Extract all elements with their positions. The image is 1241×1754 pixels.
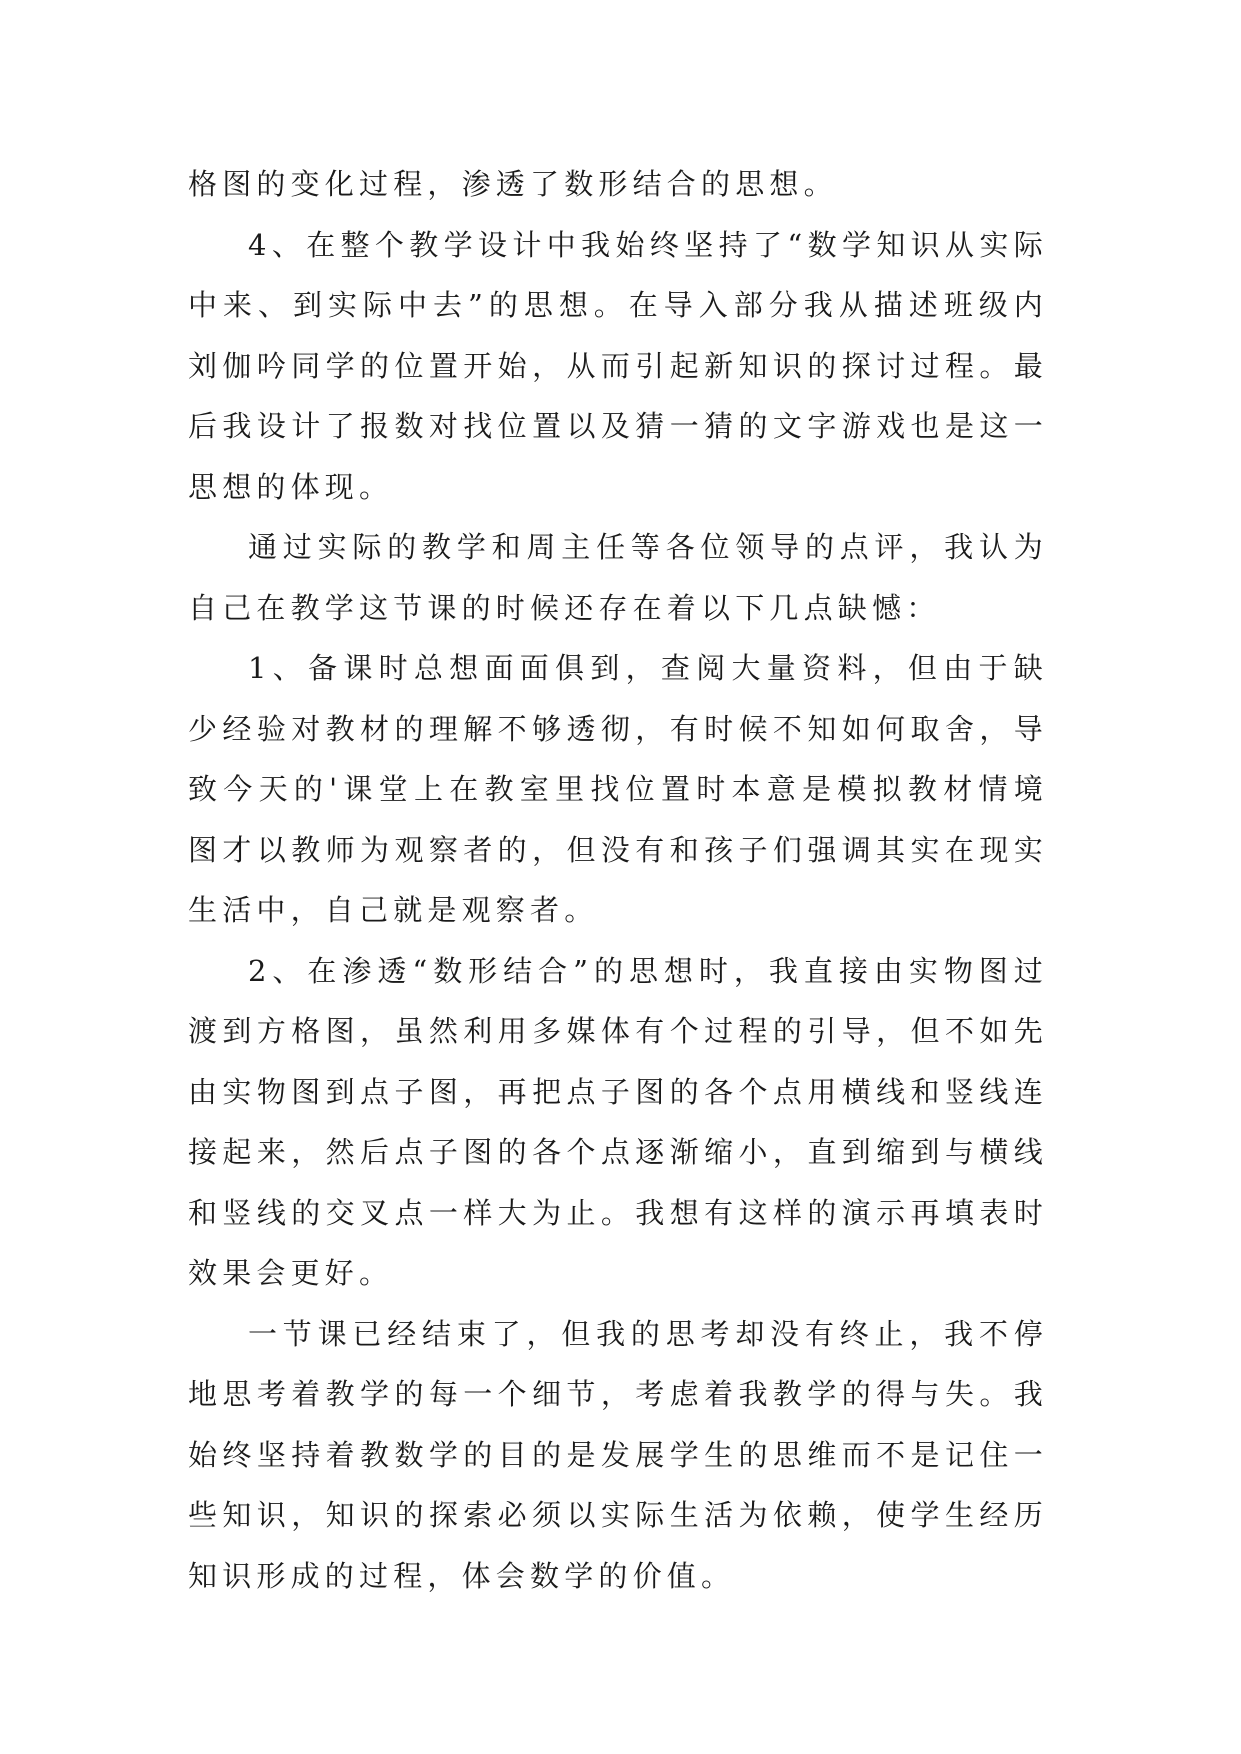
paragraph-continuation: 格图的变化过程，渗透了数形结合的思想。 — [188, 167, 838, 201]
paragraph-shortcoming-1: 1、备课时总想面面俱到，查阅大量资料，但由于缺少经验对教材的理解不够透彻，有时候不知如何取舍，导致今天的'课堂上在教室里找位置时本意是模拟教材情境图才以教师为观察者的，但没有和孩子们强调其实在现实生活中，自己就是观察者。 — [188, 651, 1048, 927]
paragraph-shortcomings-intro: 通过实际的教学和周主任等各位领导的点评，我认为自己在教学这节课的时候还存在着以下几点缺憾： — [188, 530, 1048, 625]
paragraph-shortcoming-2: 2、在渗透“数形结合”的思想时，我直接由实物图过渡到方格图，虽然利用多媒体有个过程的引导，但不如先由实物图到点子图，再把点子图的各个点用横线和竖线连接起来，然后点子图的各个点逐渐缩小，直到缩到与横线和竖线的交叉点一样大为止。我想有这样的演示再填表时效果会更好。 — [188, 953, 1048, 1290]
paragraph-conclusion: 一节课已经结束了，但我的思考却没有终止，我不停地思考着教学的每一个细节，考虑着我教学的得与失。我始终坚持着教数学的目的是发展学生的思维而不是记住一些知识，知识的探索必须以实际生活为依赖，使学生经历知识形成的过程，体会数学的价值。 — [188, 1316, 1048, 1593]
paragraph-point-4: 4、在整个教学设计中我始终坚持了“数学知识从实际中来、到实际中去”的思想。在导入部分我从描述班级内刘伽吟同学的位置开始，从而引起新知识的探讨过程。最后我设计了报数对找位置以及猜一猜的文字游戏也是这一思想的体现。 — [188, 227, 1048, 504]
document-body — [188, 154, 1048, 1606]
